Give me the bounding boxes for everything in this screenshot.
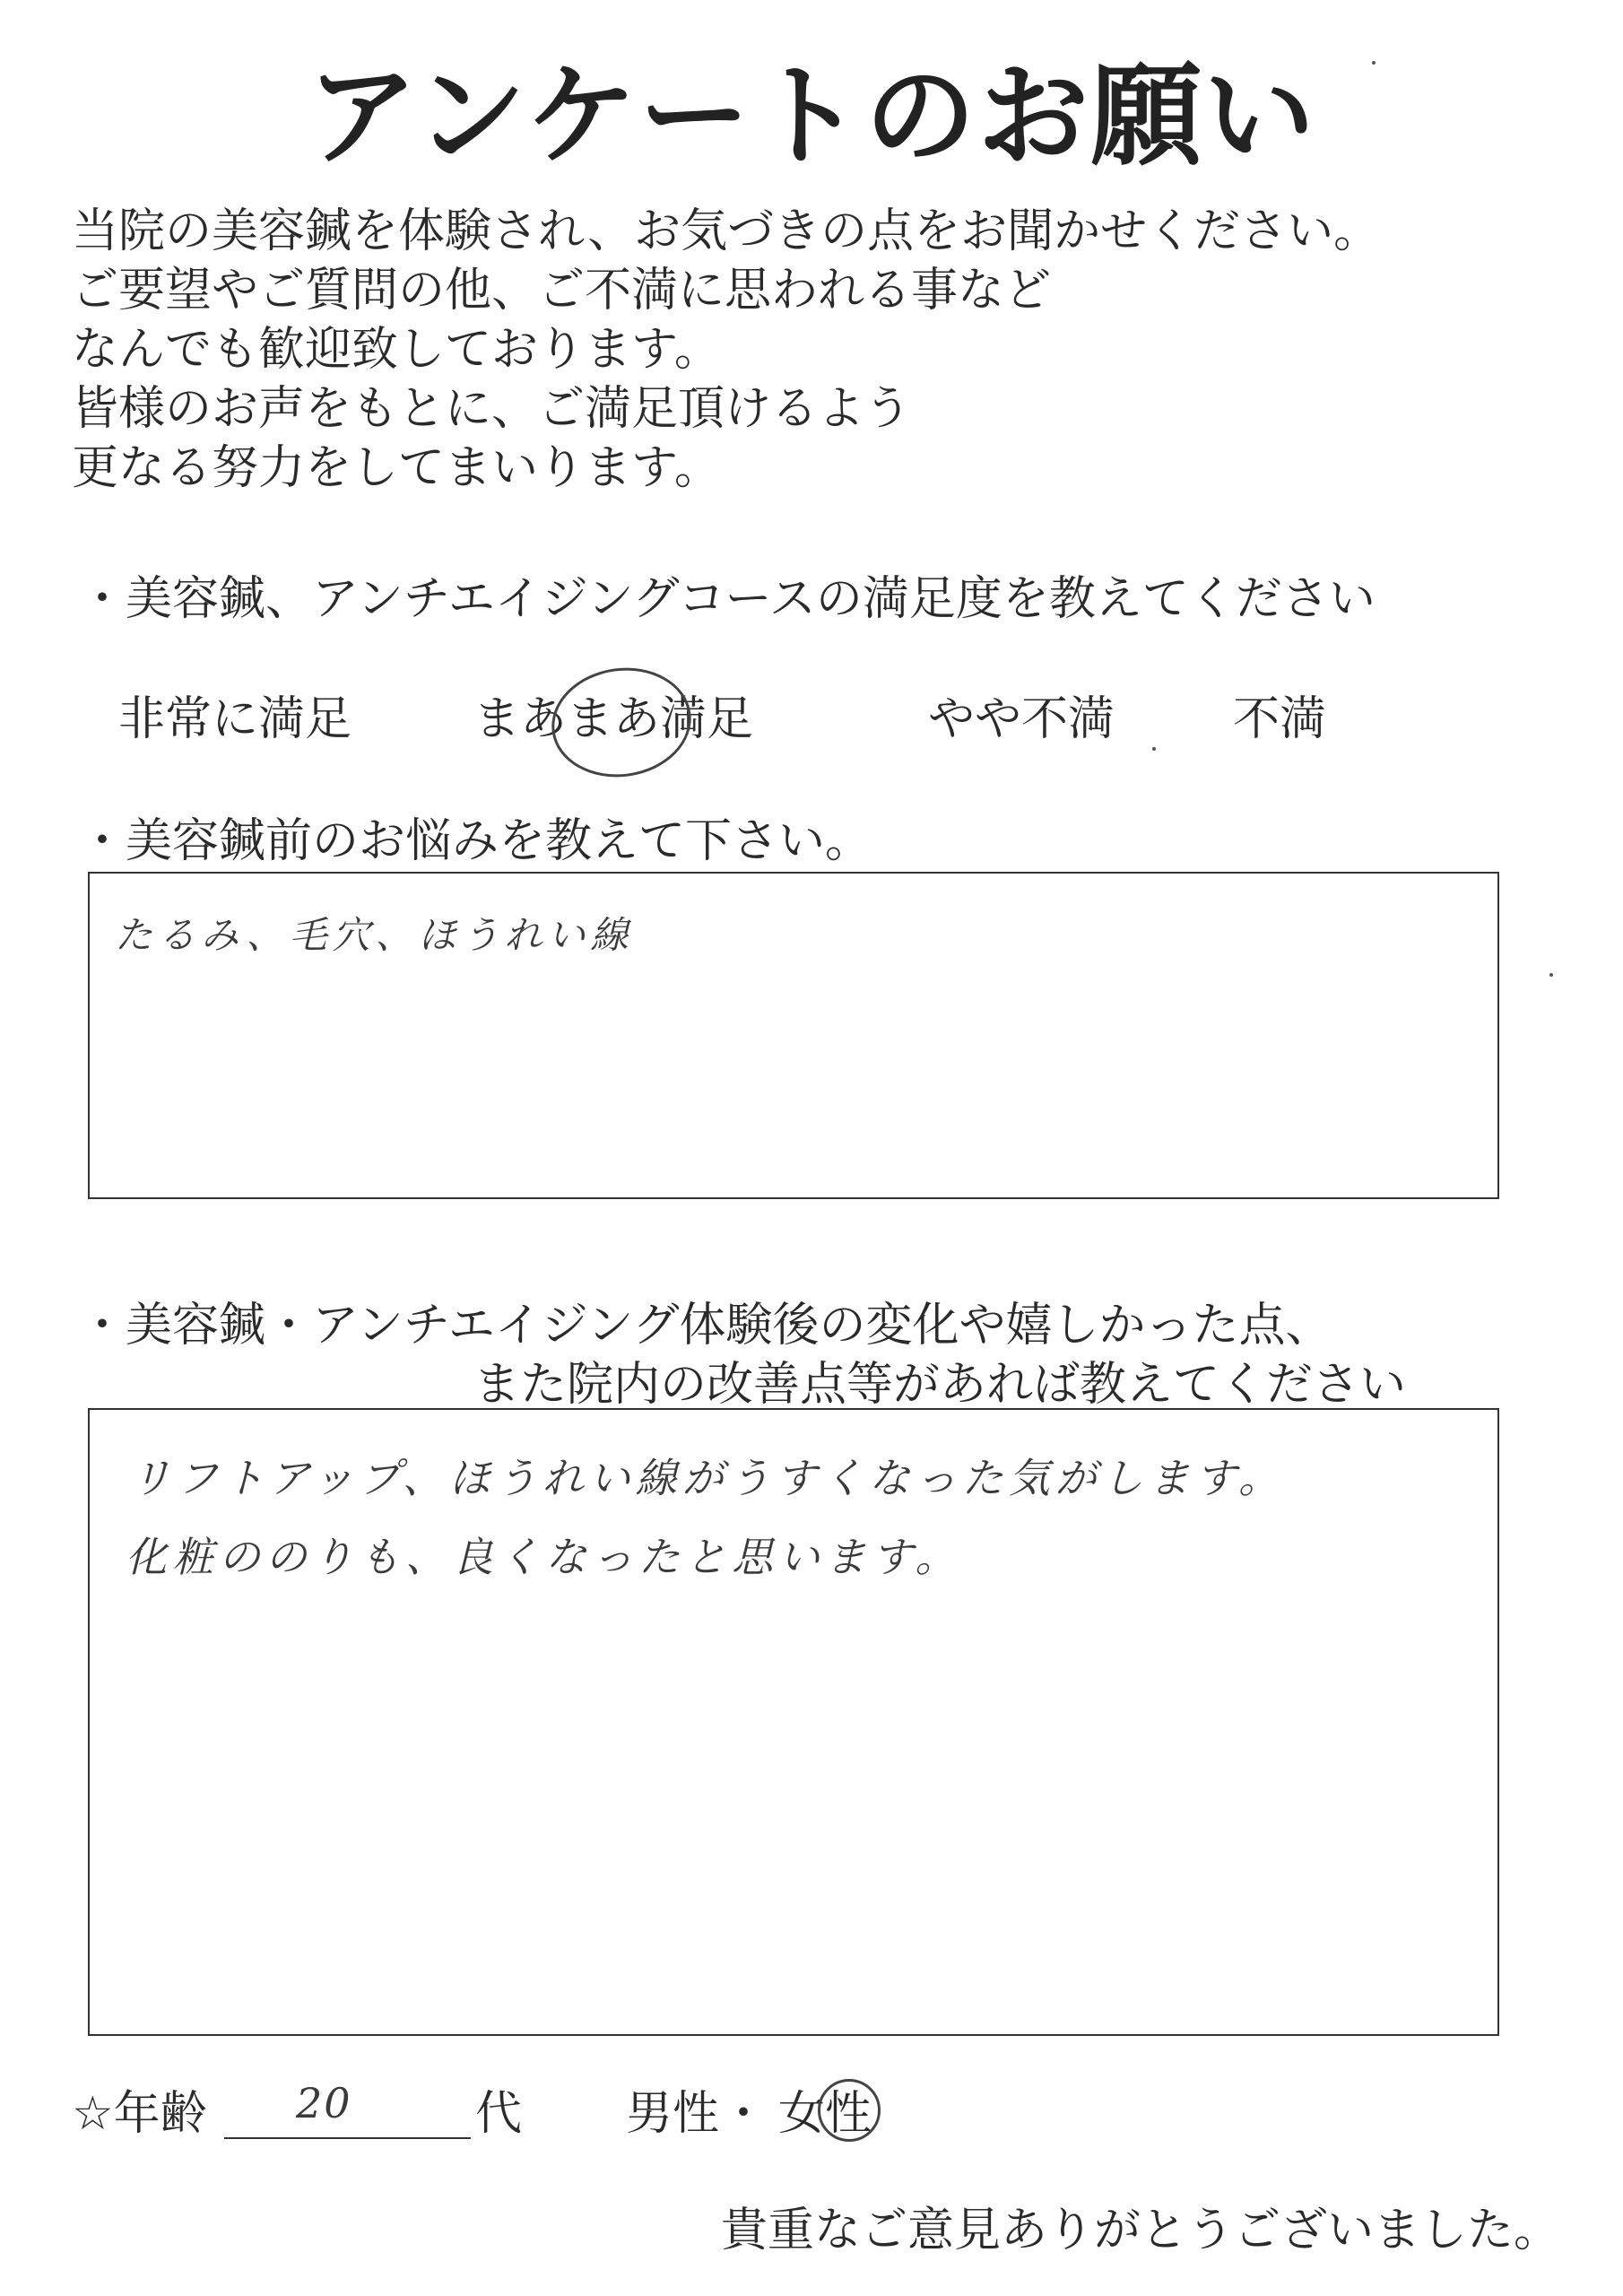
selected-choice-circle — [544, 659, 698, 787]
page-title: アンケートのお願い — [306, 52, 1317, 181]
selected-gender-circle — [818, 2079, 881, 2142]
question-satisfaction-label: ・美容鍼、アンチエイジングコースの満足度を教えてください — [79, 572, 1376, 626]
changes-answer-line1: リフトアップ、ほうれい線がうすくなった気がします。 — [130, 1454, 1286, 1502]
gender-option-male[interactable]: 男性 — [626, 2087, 720, 2141]
scan-speck — [1372, 61, 1376, 65]
gender-option-female[interactable]: 女性 — [778, 2087, 872, 2141]
scan-speck — [1152, 747, 1156, 751]
question-changes-label-line2: また院内の改善点等があれば教えてください — [473, 1358, 1407, 1412]
intro-line: 更なる努力をしてまいります。 — [72, 441, 721, 495]
closing-message: 貴重なご意見ありがとうございました。 — [720, 2204, 1560, 2257]
intro-line: ご要望やご質問の他、ご不満に思われる事など — [72, 264, 1052, 317]
choice-somewhat-satisfied[interactable]: まあまあ満足 — [473, 692, 754, 746]
choice-dissatisfied[interactable]: 不満 — [1233, 692, 1327, 746]
age-label: ☆年齢 — [72, 2087, 207, 2141]
choice-very-satisfied[interactable]: 非常に満足 — [118, 692, 352, 746]
intro-paragraph — [72, 202, 1578, 498]
intro-line: なんでも歓迎致しております。 — [72, 323, 721, 377]
choice-slightly-dissatisfied[interactable]: やや不満 — [928, 692, 1115, 746]
concerns-answer-text: たるみ、毛穴、ほうれい線 — [115, 913, 634, 957]
changes-answer-box[interactable] — [88, 1408, 1499, 2036]
changes-answer-line2: 化粧ののりも、良くなったと思います。 — [126, 1533, 962, 1581]
question-changes-label-line1: ・美容鍼・アンチエイジング体験後の変化や嬉しかった点、 — [79, 1299, 1332, 1352]
gender-separator: ・ — [720, 2087, 768, 2141]
intro-line: 当院の美容鍼を体験され、お気づきの点をお聞かせください。 — [72, 204, 1381, 258]
age-value[interactable]: 20 — [296, 2079, 352, 2127]
intro-line: 皆様のお声をもとに、ご満足頂けるよう — [72, 382, 912, 436]
scan-speck — [1549, 973, 1553, 977]
question-concerns-label: ・美容鍼前のお悩みを教えて下さい。 — [79, 814, 872, 868]
concerns-answer-box[interactable] — [88, 872, 1499, 1199]
age-suffix: 代 — [475, 2087, 523, 2141]
age-underline — [224, 2137, 471, 2139]
